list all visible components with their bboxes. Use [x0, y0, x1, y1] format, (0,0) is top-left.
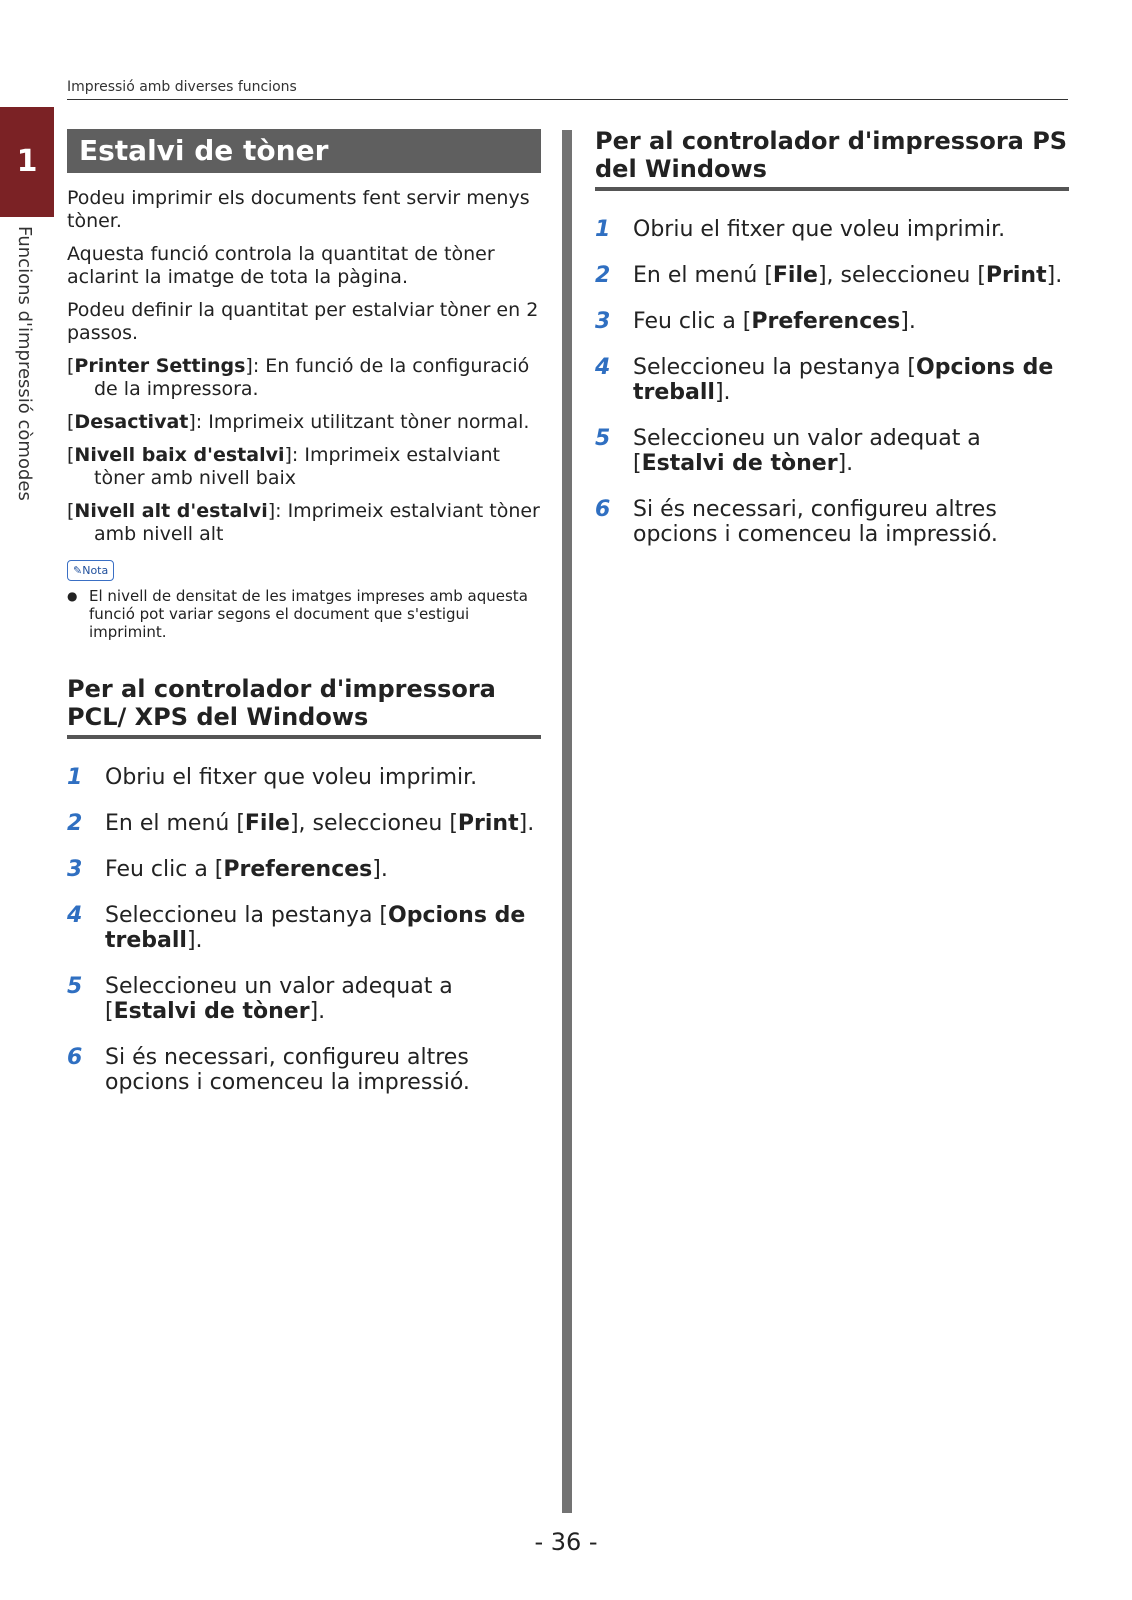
step-item: [595, 426, 1069, 476]
step-text: ].: [372, 857, 388, 882]
step-item: [67, 811, 541, 836]
step-number: 4: [595, 355, 611, 380]
note-badge: [67, 560, 114, 581]
term-description: ]: Imprimeix utilitzant tòner normal.: [188, 411, 530, 433]
step-text: ].: [714, 380, 731, 405]
step-bold: Opcions de treball: [105, 903, 526, 953]
step-item: [595, 217, 1069, 242]
step-item: [595, 263, 1069, 288]
running-head: Impressió amb diverses funcions: [67, 79, 297, 95]
term-description: ]: Imprimeix estalviant tòner amb nivell baix: [94, 444, 500, 489]
term-description: ]: Imprimeix estalviant tòner amb nivell alt: [94, 500, 540, 545]
step-text: ], seleccioneu [: [289, 811, 458, 836]
intro-paragraph: Aquesta funció controla la quantitat de tòner aclarint la imatge de tota la pàgina.: [67, 243, 495, 288]
step-text: Feu clic a [: [633, 309, 752, 334]
step-text: ].: [186, 928, 203, 953]
step-bold: Preferences: [223, 857, 373, 882]
step-item: [595, 355, 1069, 405]
step-number: 5: [595, 426, 611, 451]
column-divider: [562, 130, 572, 1513]
chapter-side-label: [14, 226, 34, 526]
step-number: 5: [67, 974, 83, 999]
step-item: [595, 309, 1069, 334]
step-text: Seleccioneu un valor adequat a [: [105, 974, 453, 1024]
step-bold: Opcions de treball: [633, 355, 1054, 405]
step-bold: File: [772, 263, 818, 288]
term-bracket: [: [67, 444, 75, 466]
step-text: Feu clic a [: [105, 857, 224, 882]
step-text: Obriu el fitxer que voleu imprimir.: [105, 765, 478, 790]
step-text: Seleccioneu la pestanya [: [633, 355, 917, 380]
step-item: [67, 765, 541, 790]
page-number: - 36 -: [534, 1528, 598, 1556]
step-number: 3: [595, 309, 611, 334]
step-number: 6: [595, 497, 611, 522]
section-title-toner-saving: Estalvi de tòner: [67, 129, 541, 173]
term-bracket: [: [67, 500, 75, 522]
step-bold: Print: [457, 811, 519, 836]
step-text: Seleccioneu la pestanya [: [105, 903, 389, 928]
step-text: ], seleccioneu [: [817, 263, 986, 288]
header-rule: [67, 99, 1068, 100]
term-low-saving: [67, 444, 541, 490]
term-desactivat: [67, 411, 541, 434]
step-text: Si és necessari, configureu altres opcions i comenceu la impressió.: [633, 497, 998, 547]
step-bold: File: [244, 811, 290, 836]
term-bracket: [: [67, 355, 75, 377]
note-label: Nota: [82, 564, 109, 577]
step-text: ].: [1046, 263, 1063, 288]
left-column: [67, 129, 541, 1116]
step-number: 4: [67, 903, 83, 928]
step-number: 1: [595, 217, 611, 242]
step-text: En el menú [: [105, 811, 245, 836]
step-text: ].: [837, 451, 854, 476]
step-number: 1: [67, 765, 83, 790]
term-bracket: [: [67, 411, 75, 433]
term-name: Printer Settings: [74, 355, 246, 377]
term-description: ]: En funció de la configuració de la impressora.: [94, 355, 530, 400]
steps-list-pcl: [67, 765, 541, 1095]
step-item: [67, 903, 541, 953]
step-text: En el menú [: [633, 263, 773, 288]
step-item: [67, 857, 541, 882]
chapter-side-label-text: Funcions d'impressió còmodes: [14, 226, 35, 501]
intro-paragraph: Podeu imprimir els documents fent servir menys tòner.: [67, 187, 530, 232]
step-number: 6: [67, 1045, 83, 1070]
term-printer-settings: [67, 355, 541, 401]
note-text: El nivell de densitat de les imatges impreses amb aquesta funció pot variar segons el document que s'estigui imprimint.: [89, 587, 528, 641]
step-number: 2: [67, 811, 83, 836]
step-bold: Preferences: [751, 309, 901, 334]
step-text: ].: [518, 811, 535, 836]
step-bold: Print: [985, 263, 1047, 288]
step-text: Seleccioneu un valor adequat a [: [633, 426, 981, 476]
term-name: Nivell baix d'estalvi: [74, 444, 285, 466]
step-text: ].: [900, 309, 916, 334]
step-item: [67, 1045, 541, 1095]
step-number: 3: [67, 857, 83, 882]
step-bold: Estalvi de tòner: [641, 451, 838, 476]
step-text: Si és necessari, configureu altres opcions i comenceu la impressió.: [105, 1045, 470, 1095]
step-item: [67, 974, 541, 1024]
step-text: ].: [309, 999, 326, 1024]
bullet-icon: ●: [67, 589, 78, 603]
term-high-saving: [67, 500, 541, 546]
section-heading-pcl-xps: Per al controlador d'impressora PCL/ XPS del Windows: [67, 675, 541, 739]
step-item: [595, 497, 1069, 547]
section-heading-ps: Per al controlador d'impressora PS del Windows: [595, 127, 1069, 191]
step-number: 2: [595, 263, 611, 288]
step-text: Obriu el fitxer que voleu imprimir.: [633, 217, 1006, 242]
pencil-icon: ✎: [73, 564, 83, 577]
chapter-tab: 1: [0, 107, 54, 217]
right-column: [595, 127, 1069, 568]
step-bold: Estalvi de tòner: [113, 999, 310, 1024]
steps-list-ps: [595, 217, 1069, 547]
term-name: Desactivat: [74, 411, 189, 433]
term-name: Nivell alt d'estalvi: [74, 500, 268, 522]
note-item: [67, 587, 541, 641]
intro-paragraph: Podeu definir la quantitat per estalviar tòner en 2 passos.: [67, 299, 539, 344]
